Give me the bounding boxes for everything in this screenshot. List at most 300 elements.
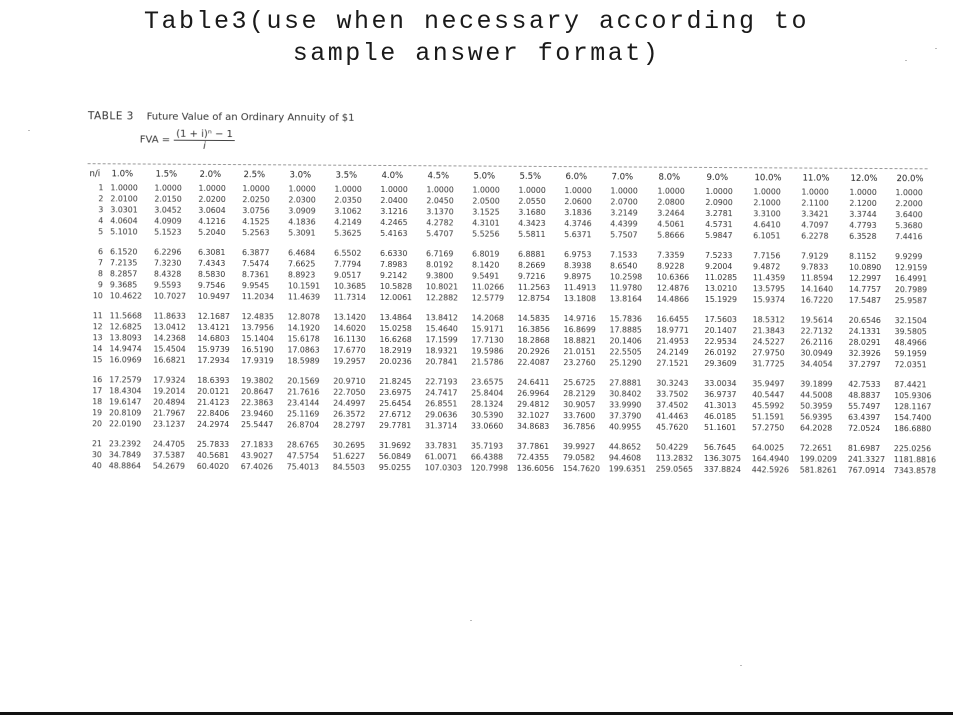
value-cell: 64.0025 [751, 443, 785, 453]
value-cell: 14.9716 [563, 314, 596, 324]
value-cell: 37.7861 [516, 441, 550, 451]
value-cell: 30.0949 [800, 348, 833, 358]
period-cell: 4 [98, 216, 104, 226]
value-cell: 22.7193 [425, 377, 458, 387]
period-cell: 12 [92, 322, 103, 332]
value-cell: 2.0700 [610, 197, 638, 207]
value-cell: 3.3421 [801, 209, 829, 219]
scan-speck [935, 48, 937, 49]
value-cell: 9.2004 [704, 261, 733, 272]
value-cell: 3.1216 [380, 206, 408, 217]
value-cell: 24.5227 [752, 337, 785, 347]
value-cell: 22.7050 [333, 387, 366, 397]
value-cell: 33.0034 [704, 378, 737, 389]
value-cell: 20.8647 [241, 387, 274, 397]
value-cell: 8.2669 [517, 260, 546, 270]
value-cell: 15.9374 [752, 295, 786, 305]
period-cell: 7 [98, 258, 104, 268]
value-cell: 5.8666 [657, 230, 685, 240]
period-cell: 11 [92, 311, 103, 321]
value-cell: 51.6227 [332, 451, 366, 461]
value-cell: 20.7989 [894, 285, 928, 295]
value-cell: 1.0000 [198, 183, 226, 194]
value-cell: 32.1504 [894, 316, 927, 326]
period-cell: 2 [98, 194, 104, 204]
value-cell: 25.6725 [563, 378, 596, 388]
value-cell: 12.4876 [656, 283, 690, 293]
header-rate: 1.0% [111, 169, 134, 180]
value-cell: 61.0071 [424, 452, 458, 462]
value-cell: 94.4608 [608, 453, 642, 463]
value-cell: 11.4913 [563, 283, 597, 293]
value-cell: 33.7600 [563, 411, 596, 421]
value-cell: 5.2040 [198, 227, 226, 238]
period-cell: 17 [92, 386, 103, 396]
value-cell: 67.4026 [240, 462, 274, 472]
value-cell: 10.0890 [848, 262, 882, 273]
scan-speck [28, 130, 30, 131]
value-cell: 1.0000 [705, 186, 733, 197]
value-cell: 164.4940 [751, 454, 790, 464]
value-cell: 5.1010 [110, 227, 138, 237]
header-rate: 6.0% [565, 172, 588, 183]
value-cell: 16.3856 [517, 324, 550, 334]
value-cell: 8.2857 [109, 269, 138, 279]
value-cell: 11.2563 [517, 282, 551, 292]
value-cell: 7.7794 [333, 259, 362, 269]
value-cell: 33.7831 [424, 441, 458, 451]
value-cell: 39.1899 [800, 379, 833, 389]
value-cell: 20.1569 [287, 376, 320, 386]
value-cell: 4.3746 [564, 219, 592, 229]
value-cell: 1.0000 [657, 186, 685, 196]
value-cell: 48.4966 [894, 338, 927, 348]
period-cell: 40 [91, 461, 102, 471]
value-cell: 1.0000 [110, 183, 138, 193]
value-cell: 2.0450 [426, 196, 454, 206]
value-cell: 28.1324 [471, 399, 504, 409]
value-cell: 27.9750 [752, 348, 785, 358]
value-cell: 13.1420 [333, 312, 366, 322]
value-cell: 19.6147 [109, 397, 142, 407]
period-cell: 20 [92, 419, 103, 429]
value-cell: 20.0121 [197, 386, 230, 397]
value-cell: 29.7781 [378, 420, 412, 431]
value-cell: 4.6410 [753, 220, 781, 230]
value-cell: 4.5731 [705, 219, 733, 230]
header-rate: 11.0% [802, 173, 830, 184]
value-cell: 154.7620 [562, 464, 600, 474]
value-cell: 16.7220 [800, 295, 834, 305]
value-cell: 29.4812 [517, 399, 550, 409]
value-cell: 30.2695 [332, 440, 366, 450]
value-cell: 20.4894 [153, 397, 186, 407]
value-cell: 23.6975 [379, 387, 412, 398]
value-cell: 36.9737 [704, 389, 737, 400]
value-cell: 1.0000 [154, 183, 182, 193]
period-cell: 9 [97, 280, 103, 290]
value-cell: 442.5926 [751, 465, 789, 475]
value-cell: 4.1525 [242, 217, 270, 227]
value-cell: 26.8704 [286, 420, 320, 430]
value-cell: 4.2782 [426, 218, 454, 228]
value-cell: 5.5811 [518, 229, 546, 239]
value-cell: 26.2116 [800, 337, 833, 347]
value-cell: 25.1169 [287, 409, 320, 419]
value-cell: 84.5503 [332, 462, 366, 472]
value-cell: 43.9027 [240, 451, 274, 461]
value-cell: 3.6400 [895, 210, 923, 220]
value-cell: 59.1959 [894, 349, 927, 359]
value-cell: 18.9321 [425, 346, 458, 356]
value-cell: 13.4121 [197, 322, 230, 333]
value-cell: 6.6330 [380, 248, 408, 259]
value-cell: 50.4229 [655, 442, 689, 452]
value-cell: 2.0800 [657, 197, 685, 207]
value-cell: 33.9990 [609, 400, 642, 410]
value-cell: 9.4872 [752, 262, 781, 272]
value-cell: 4.7097 [801, 220, 829, 230]
value-cell: 6.3081 [198, 247, 226, 258]
value-cell: 22.8406 [197, 408, 230, 419]
header-period: n/i [89, 169, 101, 180]
value-cell: 23.2760 [563, 358, 596, 368]
value-cell: 199.0209 [799, 454, 838, 464]
value-cell: 18.6393 [197, 375, 230, 386]
value-cell: 7.2135 [109, 258, 138, 268]
value-cell: 2.0250 [242, 195, 270, 205]
value-cell: 14.5835 [517, 313, 550, 323]
value-cell: 5.1523 [154, 227, 182, 237]
value-cell: 22.9534 [704, 336, 737, 347]
value-cell: 225.0256 [893, 444, 932, 454]
value-cell: 1.0000 [288, 184, 316, 194]
value-cell: 87.4421 [894, 380, 927, 390]
value-cell: 28.2797 [332, 420, 366, 430]
period-cell: 5 [98, 227, 104, 237]
value-cell: 45.5992 [752, 401, 785, 411]
value-cell: 3.0452 [154, 205, 182, 215]
value-cell: 14.6020 [333, 323, 366, 333]
period-cell: 8 [97, 269, 103, 279]
value-cell: 128.1167 [894, 402, 932, 412]
value-cell: 6.1051 [753, 231, 781, 241]
value-cell: 95.0255 [378, 462, 412, 473]
period-cell: 19 [92, 408, 103, 418]
period-cell: 21 [91, 439, 102, 449]
value-cell: 12.1687 [197, 311, 230, 322]
value-cell: 37.3790 [609, 411, 642, 421]
value-cell: 7.4343 [197, 258, 226, 269]
value-cell: 7.3359 [657, 250, 685, 260]
value-cell: 9.2142 [379, 270, 408, 281]
value-cell: 48.8864 [108, 461, 142, 471]
value-cell: 25.6454 [379, 398, 412, 409]
value-cell: 13.0210 [704, 283, 738, 294]
value-cell: 136.3075 [703, 453, 742, 464]
value-cell: 136.6056 [516, 463, 554, 474]
value-cell: 6.5502 [334, 248, 362, 258]
value-cell: 7.1533 [610, 250, 638, 260]
value-cell: 18.2919 [379, 345, 412, 356]
value-cell: 3.3100 [753, 209, 781, 219]
value-cell: 33.0660 [470, 421, 504, 431]
heading-line-1: Table3(use when necessary according to [143, 7, 810, 36]
value-cell: 17.9319 [241, 356, 274, 366]
value-cell: 17.2934 [197, 355, 230, 366]
value-cell: 44.5008 [800, 390, 833, 400]
value-cell: 4.2465 [380, 217, 408, 228]
value-cell: 9.9545 [241, 281, 270, 291]
value-cell: 17.0863 [287, 345, 320, 355]
value-cell: 30.5390 [471, 410, 504, 420]
value-cell: 13.1808 [563, 294, 597, 304]
value-cell: 46.0185 [704, 411, 737, 422]
value-cell: 113.2832 [655, 453, 694, 463]
value-cell: 8.9228 [656, 261, 685, 271]
value-cell: 72.0351 [894, 360, 927, 370]
value-cell: 5.9847 [705, 230, 733, 241]
period-cell: 15 [92, 355, 103, 365]
value-cell: 17.8885 [609, 325, 642, 335]
value-cell: 17.7130 [471, 335, 504, 345]
value-cell: 3.1370 [426, 207, 454, 217]
value-cell: 1.0000 [849, 187, 877, 197]
value-cell: 2.0100 [110, 194, 138, 204]
value-cell: 24.1331 [848, 326, 881, 337]
value-cell: 22.4087 [517, 357, 550, 367]
period-cell: 6 [98, 247, 104, 257]
value-cell: 11.9780 [609, 283, 643, 293]
value-cell: 5.7507 [610, 230, 638, 240]
value-cell: 10.9497 [197, 291, 231, 302]
value-cell: 31.7725 [752, 359, 785, 369]
value-cell: 26.3572 [333, 409, 366, 419]
value-cell: 4.5061 [657, 219, 685, 229]
period-cell: 1 [98, 183, 104, 193]
value-cell: 15.9171 [471, 324, 504, 334]
scan-speck [470, 620, 472, 621]
value-cell: 5.4707 [426, 229, 454, 239]
header-rate: 9.0% [706, 172, 729, 184]
value-cell: 27.1833 [240, 440, 274, 450]
value-cell: 28.6765 [286, 440, 320, 450]
value-cell: 21.8245 [379, 376, 412, 387]
value-cell: 14.2068 [471, 313, 504, 323]
value-cell: 24.6411 [517, 377, 550, 387]
value-cell: 7.6625 [287, 259, 316, 269]
value-cell: 17.9324 [153, 375, 186, 385]
value-cell: 12.6825 [109, 322, 142, 332]
value-cell: 30.9057 [563, 400, 596, 410]
value-cell: 25.9587 [894, 296, 928, 306]
value-cell: 37.5387 [152, 450, 186, 460]
value-cell: 4.2149 [334, 217, 362, 227]
value-cell: 8.7361 [241, 270, 270, 280]
value-cell: 34.7849 [108, 450, 142, 460]
value-cell: 6.9753 [564, 250, 592, 260]
header-rate: 8.0% [658, 172, 681, 183]
value-cell: 9.8975 [563, 272, 592, 282]
value-cell: 64.2028 [799, 423, 833, 433]
value-cell: 31.3714 [424, 421, 458, 431]
value-cell: 42.7533 [848, 379, 881, 390]
value-cell: 18.9771 [656, 325, 689, 335]
value-cell: 4.3423 [518, 218, 546, 228]
value-cell: 2.0600 [564, 197, 592, 207]
value-cell: 25.7833 [196, 439, 230, 450]
value-cell: 30.3243 [656, 378, 689, 388]
value-cell: 51.1591 [752, 412, 785, 422]
table-title [88, 110, 355, 124]
value-cell: 17.1599 [425, 335, 458, 345]
scanned-table-area [57, 100, 948, 565]
value-cell: 8.3938 [563, 261, 592, 271]
value-cell: 1.0000 [472, 185, 500, 195]
value-cell: 12.4835 [241, 312, 274, 322]
value-cell: 41.4463 [656, 411, 689, 421]
value-cell: 26.8551 [425, 399, 458, 409]
value-cell: 1.0000 [564, 186, 592, 196]
period-cell: 13 [92, 333, 103, 343]
value-cell: 337.8824 [703, 464, 741, 475]
value-cell: 18.2868 [517, 335, 550, 345]
value-cell: 8.4328 [153, 269, 182, 279]
period-cell: 14 [92, 344, 103, 354]
value-cell: 44.8652 [608, 442, 642, 452]
value-cell: 16.6268 [379, 334, 412, 345]
value-cell: 1.0000 [610, 186, 638, 196]
value-cell: 767.0914 [847, 465, 885, 476]
value-cell: 259.0565 [655, 464, 693, 474]
header-rate: 2.5% [243, 170, 266, 181]
value-cell: 12.2882 [425, 293, 459, 303]
value-cell: 60.4020 [196, 461, 230, 472]
value-cell: 11.0285 [704, 272, 738, 283]
value-cell: 6.4684 [288, 248, 316, 258]
value-cell: 15.1404 [241, 334, 274, 344]
value-cell: 4.3101 [472, 218, 500, 228]
value-cell: 20.0236 [379, 356, 412, 367]
value-cell: 3.0909 [288, 206, 316, 216]
value-cell: 19.3802 [241, 376, 274, 386]
value-cell: 9.5593 [153, 280, 182, 290]
value-cell: 18.4304 [109, 386, 142, 396]
value-cell: 18.5989 [287, 356, 320, 366]
value-cell: 40.9955 [608, 422, 642, 432]
value-cell: 7.3230 [153, 258, 182, 268]
value-cell: 14.1640 [800, 284, 834, 294]
value-cell: 11.0266 [471, 282, 505, 292]
value-cell: 107.0303 [424, 463, 462, 473]
header-rate: 7.0% [611, 172, 634, 183]
header-rate: 12.0% [850, 173, 878, 184]
value-cell: 3.1062 [334, 206, 362, 216]
value-cell: 2.1100 [801, 198, 829, 208]
value-cell: 20.6546 [848, 315, 881, 326]
value-cell: 26.0192 [704, 347, 737, 358]
value-cell: 66.4388 [470, 452, 504, 462]
value-cell: 63.4397 [848, 412, 881, 423]
value-cell: 9.7833 [800, 262, 829, 272]
value-cell: 5.4163 [380, 228, 408, 239]
table-caption: Future Value of an Ordinary Annuity of $1 [146, 111, 355, 124]
value-cell: 24.2149 [656, 347, 689, 357]
value-cell: 13.8093 [109, 333, 142, 343]
formula-lhs: FVA = [139, 134, 171, 146]
value-cell: 3.2464 [657, 208, 685, 218]
value-cell: 56.9395 [800, 412, 833, 422]
value-cell: 25.5447 [240, 420, 274, 430]
value-cell: 2.1000 [753, 198, 781, 208]
value-cell: 22.3863 [241, 398, 274, 408]
value-cell: 2.0200 [198, 194, 226, 205]
table-body [86, 182, 938, 476]
value-cell: 2.0350 [334, 195, 362, 205]
value-cell: 51.1601 [703, 422, 737, 433]
value-cell: 34.4054 [800, 359, 833, 369]
value-cell: 21.7967 [153, 408, 186, 418]
value-cell: 23.9460 [241, 409, 274, 419]
value-cell: 75.4013 [286, 462, 320, 472]
fva-table [86, 166, 938, 476]
value-cell: 2.1200 [849, 198, 877, 208]
value-cell: 29.0636 [425, 410, 458, 420]
value-cell: 35.9497 [752, 379, 785, 389]
value-cell: 6.1520 [110, 247, 138, 257]
value-cell: 4.0604 [110, 216, 138, 226]
value-cell: 37.2797 [848, 359, 881, 370]
value-cell: 50.3959 [800, 401, 833, 411]
value-cell: 6.3877 [242, 248, 270, 258]
value-cell: 7.4416 [895, 232, 923, 242]
value-cell: 16.5190 [241, 345, 274, 355]
header-rate: 2.0% [199, 169, 222, 180]
value-cell: 35.7193 [470, 441, 504, 451]
value-cell: 26.9964 [517, 388, 550, 398]
value-cell: 72.2651 [799, 443, 833, 453]
value-cell: 30.8402 [609, 389, 642, 399]
value-cell: 29.3609 [704, 358, 737, 369]
value-cell: 3.3744 [849, 209, 877, 219]
value-cell: 14.2368 [153, 333, 186, 343]
value-cell: 55.7497 [848, 401, 881, 412]
value-cell: 14.9474 [109, 344, 142, 354]
value-cell: 7343.8578 [893, 466, 936, 476]
value-cell: 72.0524 [847, 423, 881, 434]
value-cell: 24.7417 [425, 388, 458, 398]
value-cell: 9.5491 [471, 271, 500, 281]
formula-denominator: i [203, 140, 206, 152]
value-cell: 3.0301 [110, 205, 138, 215]
value-cell: 18.8821 [563, 336, 596, 346]
value-cell: 22.7132 [800, 326, 833, 336]
value-cell: 3.1680 [518, 207, 546, 217]
value-cell: 27.1521 [656, 358, 689, 368]
value-cell: 3.1836 [564, 208, 592, 218]
value-cell: 8.8923 [287, 270, 316, 280]
table-label: TABLE 3 [87, 110, 134, 123]
value-cell: 10.8021 [425, 282, 459, 292]
value-cell: 6.8881 [518, 249, 546, 259]
value-cell: 14.6803 [197, 333, 230, 344]
value-cell: 23.4144 [287, 398, 320, 408]
value-cell: 21.4123 [197, 397, 230, 408]
value-cell: 21.5786 [471, 357, 504, 367]
value-cell: 22.5505 [609, 347, 642, 357]
page-heading [0, 6, 953, 70]
period-cell: 10 [92, 291, 103, 301]
